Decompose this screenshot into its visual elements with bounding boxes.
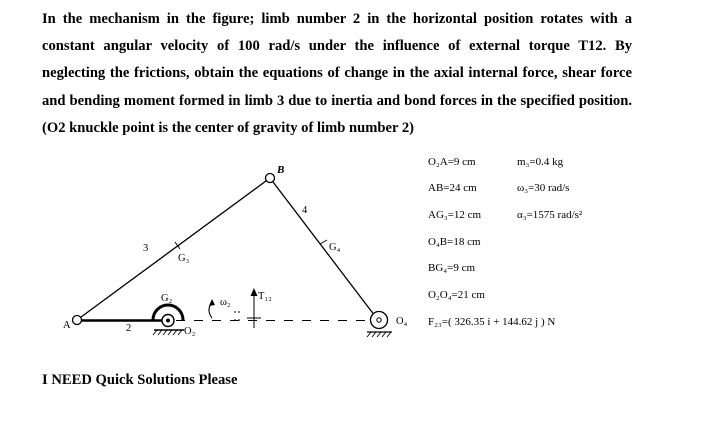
joint-b (266, 174, 275, 183)
given-omega3: ω₃=30 rad/s (517, 182, 570, 194)
label-g4: G₄ (329, 242, 341, 253)
label-limb-3: 3 (143, 243, 149, 254)
given-o4b: O₄B=18 cm (428, 236, 481, 248)
given-bg4: BG₄=9 cm (428, 262, 476, 274)
label-t12: T₁₂ (258, 291, 272, 302)
label-limb-4: 4 (302, 205, 308, 216)
given-m3: m₃=0.4 kg (517, 156, 564, 168)
footer-request: I NEED Quick Solutions Please (42, 372, 238, 388)
g4-marker (320, 240, 327, 244)
given-ag3: AG₃=12 cm (428, 209, 482, 221)
label-a: A (63, 320, 71, 331)
label-limb-2: 2 (126, 323, 132, 334)
limb-4-bar (270, 178, 378, 320)
joint-a (73, 316, 82, 325)
pivot-o4 (367, 312, 392, 338)
label-o4: O₄ (396, 316, 408, 327)
label-o2: O₂ (184, 326, 196, 337)
omega2-arrow (209, 299, 215, 318)
label-g2: G₂ (161, 293, 173, 304)
given-f23: F₂₃=( 326.35 i + 144.62 j ) N (428, 316, 556, 328)
label-g3: G₃ (178, 253, 190, 264)
label-omega2: ω₂ (220, 297, 231, 308)
mechanism-drawing (0, 150, 701, 350)
given-alpha3: α₃=1575 rad/s² (517, 209, 583, 221)
given-ab: AB=24 cm (428, 182, 477, 194)
torque-t12-symbol (234, 288, 261, 328)
question-text: In the mechanism in the figure; limb number 2 in the horizontal position rotates with a constant angular velocity of 100 rad/s under the influence of external torque T12. By neglecting the frictions, obtain the equations of change in the axial internal force, shear force and bending moment formed in limb 3 due to inertia and bond forces in the specified position. (O2 knuckle point is the center of gravity of limb number 2) (42, 11, 632, 136)
limb-3-bar (77, 178, 270, 320)
given-o2a: O₂A=9 cm (428, 156, 476, 168)
label-b: B (277, 164, 285, 176)
given-o2o4: O₂O₄=21 cm (428, 289, 485, 301)
mechanism-figure (0, 150, 701, 350)
